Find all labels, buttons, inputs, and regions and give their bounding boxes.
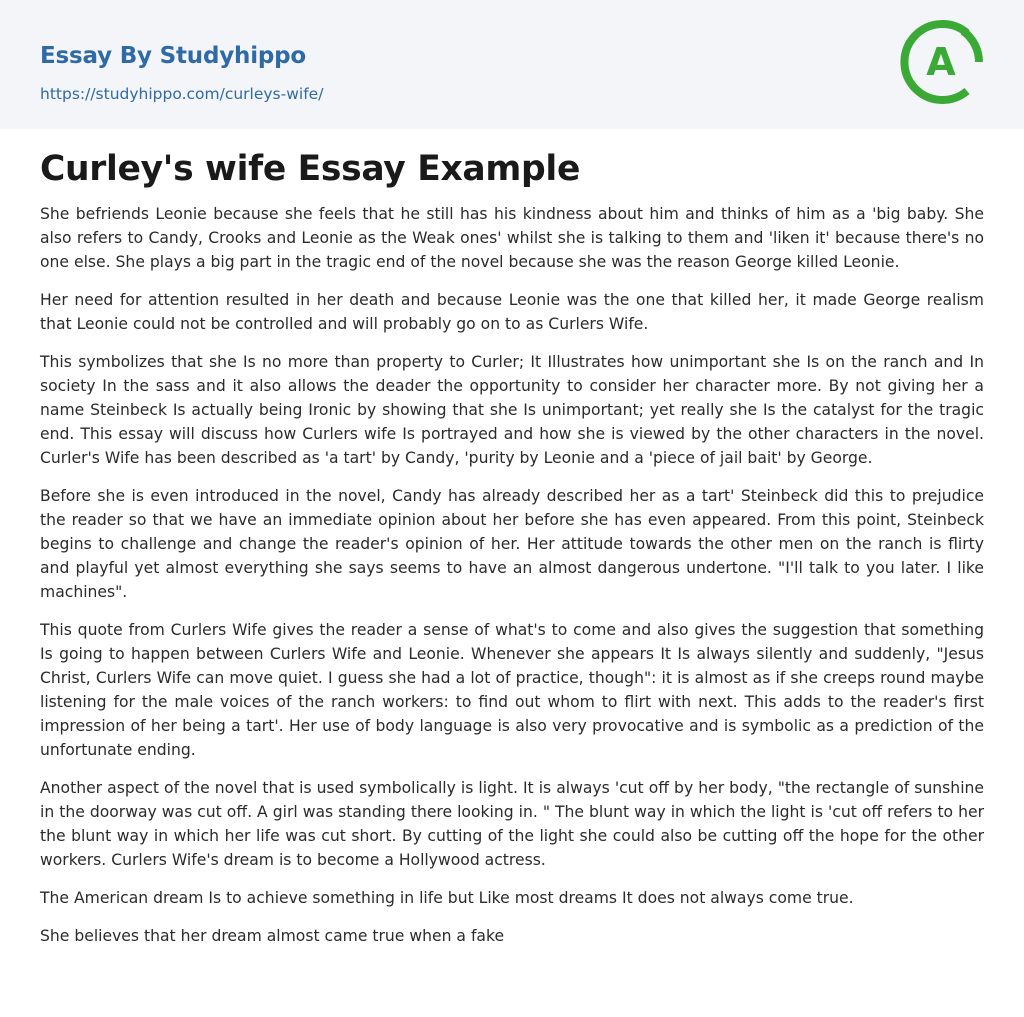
paragraph: This symbolizes that she Is no more than property to Curler; It Illustrates how unimportant she Is on the ranch and In society In the sass and it also allows the deader the opportunity to consider her character more. By not giving her a name Steinbeck Is actually being Ironic by showing that she Is unimportant; yet really she Is the catalyst for the tragic end. This essay will discuss how Curlers wife Is portrayed and how she is viewed by the other characters in the novel. Curler's Wife has been described as 'a tart' by Candy, 'purity by Leonie and a 'piece of jail bait' by George. bbox=[40, 353, 984, 467]
paragraph: Before she is even introduced in the novel, Candy has already described her as a tart' Steinbeck did this to prejudice the reader so that we have an immediate opinion about her before she has even appeared. From this point, Steinbeck begins to challenge and change the reader's opinion of her. Her attitude towards the other men on the ranch is flirty and playful yet almost everything she says seems to have an almost dangerous undertone. "I'll talk to you later. I like machines". bbox=[40, 487, 984, 601]
page-url-link[interactable]: https://studyhippo.com/curleys-wife/ bbox=[40, 85, 324, 103]
article bbox=[0, 148, 1024, 948]
paragraph: This quote from Curlers Wife gives the reader a sense of what's to come and also gives the suggestion that something Is going to happen between Curlers Wife and Leonie. Whenever she appears It Is always silently and suddenly, "Jesus Christ, Curlers Wife can move quiet. I guess she had a lot of practice, though": it is almost as if she creeps round maybe listening for the male voices of the ranch workers: to find out whom to flirt with next. This adds to the reader's first impression of her being a tart'. Her use of body language is also very provocative and is symbolic as a prediction of the unfortunate ending. bbox=[40, 621, 984, 759]
site-header bbox=[0, 0, 1024, 129]
paragraph: She befriends Leonie because she feels that he still has his kindness about him and thinks of him as a 'big baby. She also refers to Candy, Crooks and Leonie as the Weak ones' whilst she is talking to them and 'liken it' because there's no one else. She plays a big part in the tragic end of the novel because she was the reason George killed Leonie. bbox=[40, 205, 984, 271]
paragraph: The American dream Is to achieve something in life but Like most dreams It does not always come true. bbox=[40, 889, 854, 907]
paragraph: Another aspect of the novel that is used symbolically is light. It is always 'cut off by her body, "the rectangle of sunshine in the doorway was cut off. A girl was standing there looking in. " The blunt way in which the light is 'cut off refers to her the blunt way in which her life was cut short. By cutting of the light she could also be cutting off the hope for the other workers. Curlers Wife's dream is to become a Hollywood actress. bbox=[40, 779, 984, 869]
paragraph: She believes that her dream almost came true when a fake bbox=[40, 927, 505, 945]
site-title[interactable]: Essay By Studyhippo bbox=[40, 43, 307, 69]
studyhippo-logo-icon[interactable] bbox=[899, 19, 985, 105]
logo-letter: A bbox=[926, 40, 956, 84]
page-title: Curley's wife Essay Example bbox=[40, 149, 581, 189]
paragraph: Her need for attention resulted in her death and because Leonie was the one that killed her, it made George realism that Leonie could not be controlled and will probably go on to as Curlers Wife. bbox=[40, 291, 984, 333]
